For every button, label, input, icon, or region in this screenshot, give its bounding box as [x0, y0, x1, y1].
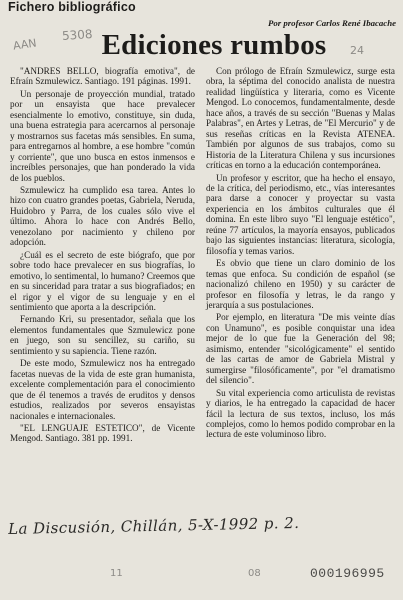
- paragraph: Con prólogo de Efraín Szmulewicz, surge esta obra, la séptima del conocido analista de nuestra realidad lingüística y literaria, como es Vicente Mengod. Lo conocemos, fundamentalmente, desde hace años, a través de su sección "Buenas y Malas Palabras", en Artes y Letras, de "El Mercurio" y de sus reseñas críticas en la Revista ATENEA. También por algunos de sus trabajos, como su Historia de la Literatura Chilena y sus incursiones críticas en torno a la educación contemporánea.: [206, 66, 395, 171]
- pencil-annotation-code: AAN: [12, 36, 38, 53]
- author-byline: Por profesor Carlos René Ibacache: [267, 18, 396, 28]
- paragraph: Szmulewicz ha cumplido esa tarea. Antes lo hizo con cuatro grandes poetas, Gabriela, Neruda, Huidobro y Parra, de los cuales sólo vive el último. Ahora lo hace con Andrés Bello, venezolano por nacimiento y chileno por adopción.: [10, 184, 195, 248]
- paragraph: Es obvio que tiene un claro dominio de los temas que enfoca. Su condición de español (se nacionalizó chileno en 1950) y su carácter de profesor en filosofía y letras, le da rango y jerarquía a sus postulaciones.: [206, 258, 395, 310]
- right-column: [206, 66, 395, 440]
- paragraph: "EL LENGUAJE ESTETICO", de Vicente Mengod. Santiago. 381 pp. 1991.: [10, 422, 195, 444]
- paragraph: Un profesor y escritor, que ha hecho el ensayo, de la crítica, del periodismo, etc., vías interesantes para darse a conocer y proyectar su vasta experiencia en los ámbitos culturales que él domina. En este libro suyo "El lenguaje estético", reúne 77 artículos, la mayoría ensayos, publicados bajo las siguientes instancias: literatura, sicología, filosofía y temas varios.: [206, 172, 395, 256]
- left-column: [10, 66, 195, 444]
- section-heading: Fichero bibliográfico: [8, 0, 136, 14]
- paragraph: Su vital experiencia como articulista de revistas y diarios, le ha entregado la capacidad de hacer fácil la lectura de sus textos, incluso, los más complejos, como lo hemos podido comprobar en la lectura de este voluminoso libro.: [206, 387, 395, 440]
- paragraph: De este modo, Szmulewicz nos ha entregado facetas nuevas de la vida de este gran humanista, excelente complementación para el conocimiento que de él tenemos a través de eruditos y densos estudios, realizados por severos ensayistas nacionales e internacionales.: [10, 358, 195, 421]
- pencil-mark: 08: [248, 568, 261, 579]
- pencil-mark: 11: [110, 568, 123, 579]
- paragraph: Fernando Kri, su presentador, señala que los elementos fundamentales que Szmulewicz pone en juego, son su sencillez, su cariño, su sentimiento y su sapiencia. Tiene razón.: [10, 314, 195, 356]
- pencil-annotation-page: 24: [350, 44, 364, 57]
- handwritten-source-note: La Discusión, Chillán, 5-X-1992 p. 2.: [8, 513, 300, 538]
- paragraph: Por ejemplo, en literatura "De mis veinte días con Unamuno", es posible conquistar una idea mejor de lo que fue la Generación del 98; asimismo, entender "sicológicamente" el sentido de las cartas de amor de Gabriela Mistral y sumergirse "filosóficamente", por "el dramatismo del silencio".: [206, 312, 395, 386]
- paragraph: "ANDRES BELLO, biografía emotiva", de Efraín Szmulewicz. Santiago. 191 páginas. 1991.: [10, 66, 195, 87]
- article-title: Ediciones rumbos: [101, 29, 327, 61]
- archive-stamp-number: 000196995: [310, 566, 385, 581]
- pencil-annotation-number: 5308: [61, 26, 93, 44]
- paragraph: Un personaje de proyección mundial, tratado por un ensayista que hace prevalecer esencialmente lo emotivo, constituye, sin duda, una buena estrategia para acercarnos al personaje y mostrarnos sus facetas más sensibles. En suma, para entregarnos al hombre, a ese hombre "común y corriente", que uno busca en estos inmensos e increíbles personajes, que han ponderado la vida de los pueblos.: [10, 88, 195, 183]
- paragraph: ¿Cuál es el secreto de este biógrafo, que por sobre todo hace prevalecer en sus biografías, lo emotivo, lo sentimental, lo humano? Creemos que en su sinceridad para tratar a sus biografiados; en el rigor y el vigor de su lenguaje y en el sentimiento que aporta a la descripción.: [10, 249, 195, 312]
